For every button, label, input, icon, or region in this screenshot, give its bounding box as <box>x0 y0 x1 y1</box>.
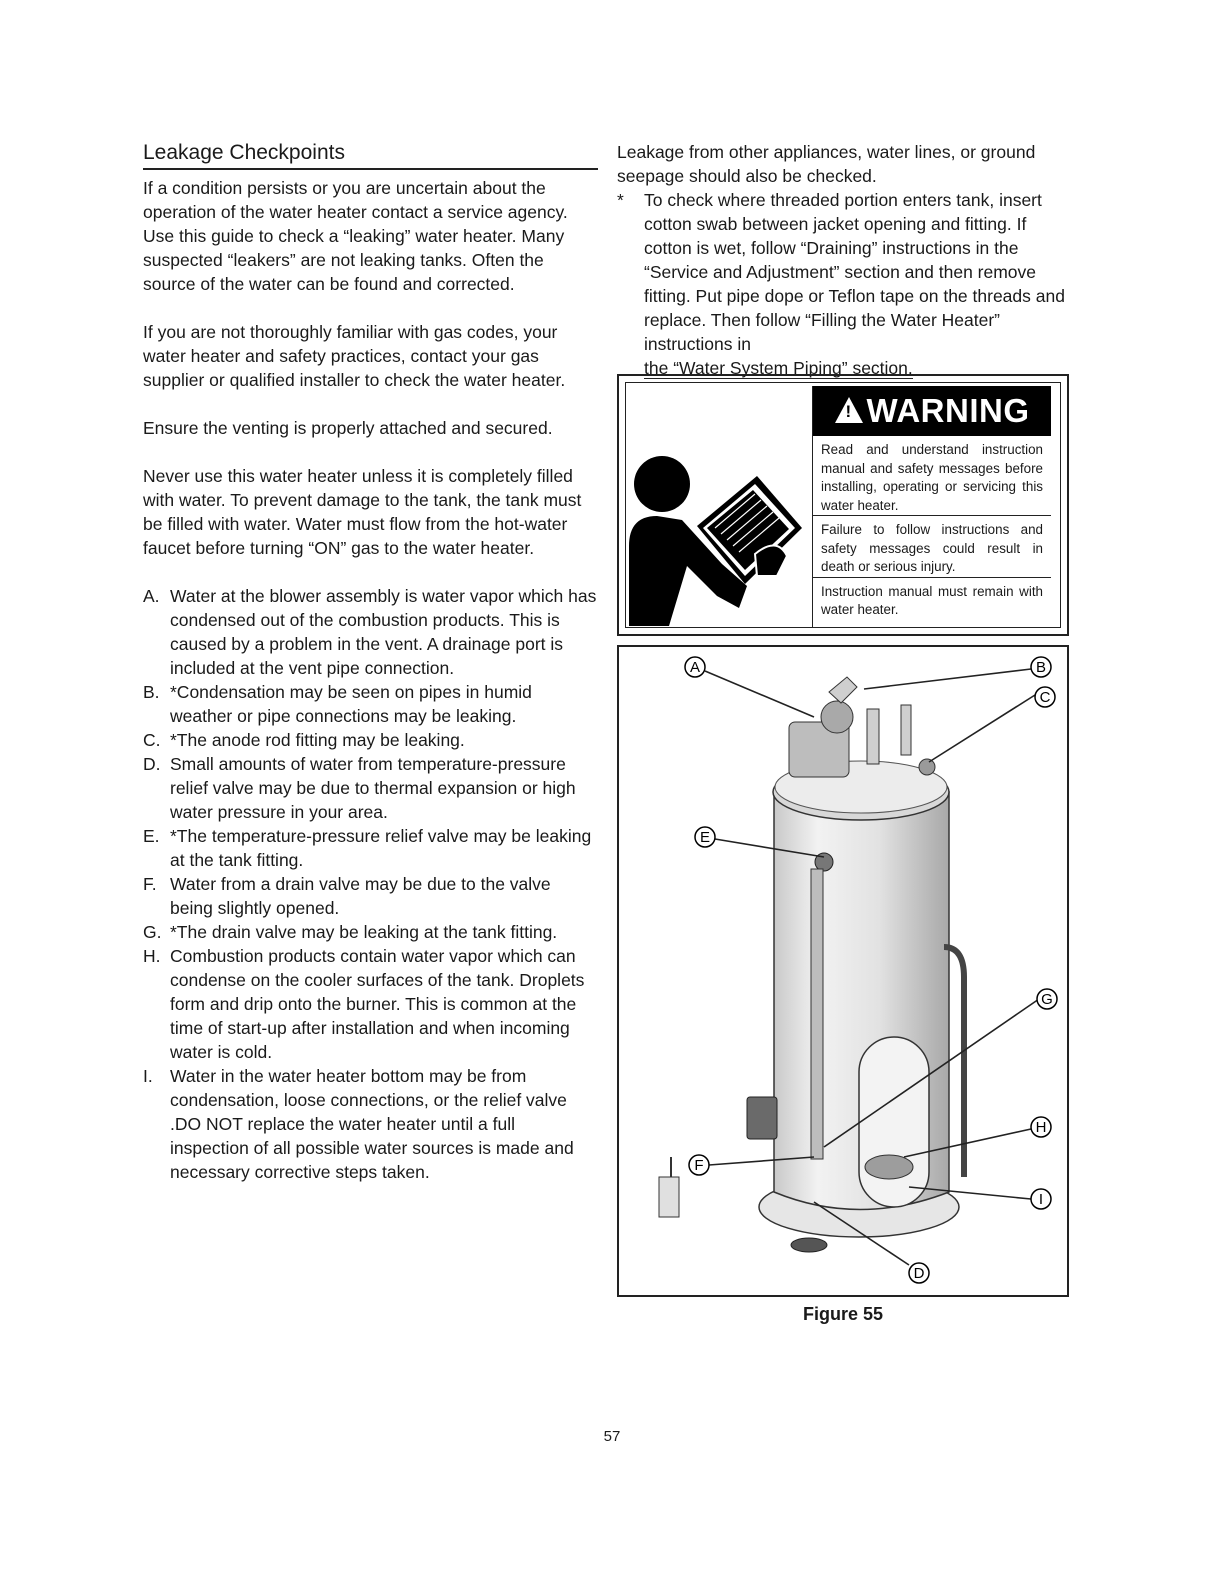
reading-person-icon <box>627 436 817 626</box>
callout-e-label: E <box>699 829 711 846</box>
warning-message: Failure to follow instructions and safety messages could result in death or serious injury. <box>813 516 1051 578</box>
figure-box <box>617 645 1069 1297</box>
bullet-star: * <box>617 190 624 210</box>
paragraph-venting: Ensure the venting is properly attached and secured. <box>143 418 553 438</box>
vent-elbow <box>829 677 857 703</box>
paragraph-intro: If a condition persists or you are uncertain about the operation of the water heater contact a service agency. Use this guide to check a “leaking” water heater. Many suspected “leakers” are not leaking tanks. Often the source of the water can be found and corrected. <box>143 178 568 294</box>
callout-g <box>1037 989 1057 1009</box>
callout-c <box>1035 687 1055 707</box>
list-text: Small amounts of water from temperature-pressure relief valve may be due to thermal expansion or high water pressure in your area. <box>170 754 576 822</box>
list-item <box>143 944 598 1064</box>
callout-h <box>1031 1117 1051 1137</box>
checkpoint-list <box>143 584 598 1184</box>
callout-h-label: H <box>1035 1119 1047 1136</box>
callout-b-label: B <box>1035 659 1047 676</box>
list-item <box>143 728 598 752</box>
list-text: *The temperature-pressure relief valve may be leaking at the tank fitting. <box>170 826 592 870</box>
exclamation-mark: ! <box>845 402 852 421</box>
warning-box <box>617 374 1069 636</box>
list-letter: H. <box>143 946 161 966</box>
list-letter: C. <box>143 730 161 750</box>
warning-panel <box>812 386 1051 628</box>
callout-d <box>909 1263 929 1283</box>
callout-a <box>685 657 705 677</box>
list-text: Water at the blower assembly is water vapor which has condensed out of the combustion products. This is caused by a problem in the vent. A drainage port is included at the vent pipe connection. <box>170 586 597 678</box>
list-text: *The drain valve may be leaking at the tank fitting. <box>170 922 558 942</box>
list-text: Water from a drain valve may be due to the valve being slightly opened. <box>170 874 551 918</box>
callout-b <box>1031 657 1051 677</box>
list-letter: D. <box>143 754 161 774</box>
page-number: 57 <box>603 1428 621 1445</box>
warning-triangle-icon <box>835 397 863 423</box>
callout-e <box>695 827 715 847</box>
list-item <box>143 752 598 824</box>
list-text: Combustion products contain water vapor which can condense on the cooler surfaces of the tank. Droplets form and drip onto the burner. This is common at the time of start-up after installation and when incoming water is cold. <box>170 946 585 1062</box>
gas-valve <box>747 1097 777 1139</box>
list-letter: A. <box>143 586 160 606</box>
water-heater-diagram <box>619 647 1067 1295</box>
paragraph-filled: Never use this water heater unless it is completely filled with water. To prevent damage to the tank, the tank must be filled with water. Water must flow from the hot-water faucet before turning “ON” gas to the water heater. <box>143 466 582 558</box>
list-item <box>143 1064 598 1184</box>
hot-pipe <box>901 705 911 755</box>
paragraph-gas-codes: If you are not thoroughly familiar with gas codes, your water heater and safety practices, contact your gas supplier or qualified installer to check the water heater. <box>143 322 566 390</box>
bullet-last-line: the “Water System Piping” section. <box>644 358 913 378</box>
bullet-cotton-swab <box>617 188 1072 380</box>
callout-g-label: G <box>1041 991 1053 1008</box>
list-item <box>143 680 598 728</box>
paragraph-other-leaks: Leakage from other appliances, water lines, or ground seepage should also be checked. <box>617 142 1036 186</box>
cold-pipe <box>867 709 879 764</box>
callout-f-label: F <box>694 1157 704 1174</box>
drain-valve <box>791 1238 827 1252</box>
list-item <box>143 872 598 920</box>
list-text: Water in the water heater bottom may be from condensation, loose connections, or the relief valve .DO NOT replace the water heater until a full inspection of all possible water sources is made and necessary corrective steps taken. <box>170 1066 574 1182</box>
section-heading: Leakage Checkpoints <box>143 140 598 170</box>
burner <box>865 1155 913 1179</box>
warning-title: WARNING <box>866 392 1030 429</box>
callout-f <box>689 1155 709 1175</box>
relief-pipe <box>811 869 823 1159</box>
list-item <box>143 920 598 944</box>
list-letter: G. <box>143 922 162 942</box>
burner-access <box>859 1037 929 1207</box>
callout-d-label: D <box>913 1265 925 1282</box>
list-letter: F. <box>143 874 157 894</box>
list-text: *The anode rod fitting may be leaking. <box>170 730 465 750</box>
callout-i-label: I <box>1038 1191 1044 1208</box>
list-letter: E. <box>143 826 160 846</box>
list-item <box>143 584 598 680</box>
warning-banner <box>813 386 1051 436</box>
list-letter: B. <box>143 682 160 702</box>
list-letter: I. <box>143 1066 153 1086</box>
figure-caption: Figure 55 <box>802 1304 884 1324</box>
callout-a-label: A <box>689 659 701 676</box>
list-item <box>143 824 598 872</box>
callout-i <box>1031 1189 1051 1209</box>
callout-c-label: C <box>1039 689 1051 706</box>
list-text: *Condensation may be seen on pipes in humid weather or pipe connections may be leaking. <box>170 682 532 726</box>
warning-message: Instruction manual must remain with water heater. <box>821 583 1043 617</box>
anode-fitting <box>919 759 935 775</box>
left-column <box>143 140 598 1184</box>
right-column <box>617 140 1072 380</box>
warning-message: Read and understand instruction manual and safety messages before installing, operating or servicing this water heater. <box>813 436 1051 516</box>
cup <box>659 1177 679 1217</box>
bullet-text: To check where threaded portion enters tank, insert cotton swab between jacket opening and fitting. If cotton is wet, follow “Draining” instructions in the “Service and Adjustment” section and then remove fitting. Put pipe dope or Teflon tape on the threads and replace. Then follow “Filling the Water Heater” instructions in <box>644 190 1065 354</box>
